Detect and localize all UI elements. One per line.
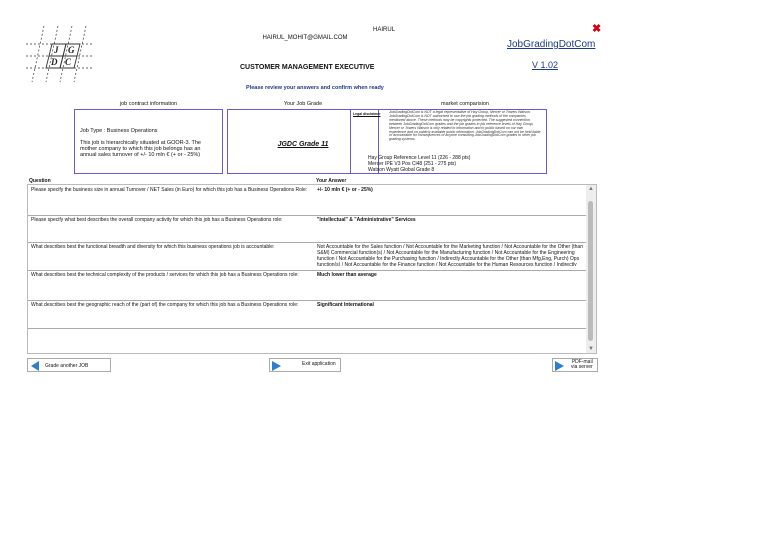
contract-info-header: job contract information xyxy=(119,101,178,107)
disclaimer-text: JobGradingDotCom is NOT a legal representative of Hay Group, Mercer or Towers Watson. JobGradingDotCom is NOT authorised to use the job grading methods of the companies mentioned above. These methods may be copyrights protected. The suggested connection between JobGradingDotCom grades and the job grades in job reference levels of Hay Group, Mercer or Towers Watson is only related to information and to public based on our own experience and on publicly available public information. JobGradingDotCom can not be held liable or accountable for consequences of anyone consulting JobGradingDotCom grades to other job grading systems. xyxy=(389,110,541,142)
site-link[interactable]: JobGradingDotCom xyxy=(507,39,596,50)
review-message: Please review your answers and confirm when ready xyxy=(246,85,384,91)
answer-text: +/- 10 mln € (+ or - 25%) xyxy=(317,187,373,193)
reference-mercer: Mercer IPE V3 Pos Cl48 (251 - 275 pts) xyxy=(368,161,457,167)
question-text: Please specify the business size in annual Turnover / NET Sales (in Euro) for which this job has a Business Operations Role: xyxy=(31,187,308,193)
pdf-mail-label: PDF-mail xyxy=(571,359,593,365)
svg-text:C: C xyxy=(65,57,72,67)
question-text: What describes best the geographic reach of the (part of) the company for which this job has a Business Operations role: xyxy=(31,302,299,308)
scroll-thumb[interactable] xyxy=(588,201,593,341)
qa-row xyxy=(28,300,587,329)
exit-application-label: Exit application xyxy=(302,361,336,367)
qa-row xyxy=(28,242,587,271)
market-comparison-header: market comparision xyxy=(441,101,489,107)
vertical-scrollbar[interactable] xyxy=(586,185,596,353)
grade-another-job-label: Grade another JOB xyxy=(45,363,89,369)
answer-column-header: Your Answer xyxy=(316,178,347,184)
arrow-right-icon xyxy=(555,361,564,371)
answer-text: "Intellectual" & "Administrative" Services xyxy=(317,217,416,223)
svg-text:J: J xyxy=(54,45,59,55)
question-text: What describes best the functional breadth and diversity for which this business operations job is accountable: xyxy=(31,244,275,250)
answer-text: Not Accountable for the Sales function / Not Accountable for the Marketing function / Not Accountable for the Other (than S&M) Commercial function(s) / Not Accountable for the Manufacturing function / Not Accountable for the Engineering function / Not Accountable for the Purchasing function / Indirectly Accountable for the Other (than Mfg,Eng, Purch) Ops function(s) / Not Accountable for the Finance function / Not Accountable for the Human Resources function / Indirectly xyxy=(317,244,583,266)
job-type: Job Type : Business Operations xyxy=(80,128,158,134)
version-link[interactable]: V 1.02 xyxy=(532,60,559,70)
jgdc-logo xyxy=(24,24,94,84)
user-email: HAIRUL_MOHIT@GMAIL.COM xyxy=(262,35,348,41)
question-text: Please specify what best describes the overall company activity for which this job has a Business Operations role: xyxy=(31,217,283,223)
disclaimer-label: Legal disclaimer xyxy=(353,112,381,116)
answer-text: Significant International xyxy=(317,302,374,308)
arrow-right-icon xyxy=(272,361,281,371)
scroll-down-icon[interactable]: ▼ xyxy=(588,346,594,352)
qa-row xyxy=(28,215,587,243)
scroll-up-icon[interactable]: ▲ xyxy=(588,186,594,192)
close-icon[interactable]: ✖ xyxy=(592,23,602,35)
job-grade-value: JGDC Grade 11 xyxy=(277,141,329,148)
qa-row xyxy=(28,185,587,216)
grade-another-job-button[interactable] xyxy=(27,358,111,372)
reference-watson: Watson Wyatt Global Grade 8 xyxy=(368,167,435,173)
svg-text:D: D xyxy=(51,57,58,67)
question-column-header: Question xyxy=(29,178,51,184)
job-description: This job is hierarchically situated at GOOR-3. The mother company to which this job belongs has an annual sales turnover of +/- 10 mln € (+ or - 25%) xyxy=(80,140,201,158)
answer-text: Much lower than average xyxy=(317,272,377,278)
svg-text:G: G xyxy=(68,45,75,55)
arrow-left-icon xyxy=(31,361,39,371)
qa-row xyxy=(28,270,587,301)
question-text: What describes best the technical complexity of the products / services for which this job has a Business Operations role: xyxy=(31,272,299,278)
page-title: CUSTOMER MANAGEMENT EXECUTIVE xyxy=(240,64,375,71)
qa-list[interactable] xyxy=(27,184,597,354)
exit-application-button[interactable] xyxy=(269,358,341,372)
pdf-mail-sublabel: via server xyxy=(571,364,593,370)
job-grade-header: Your Job Grade xyxy=(283,101,323,107)
pdf-mail-button[interactable] xyxy=(552,358,598,372)
user-name: HAIRUL xyxy=(372,27,395,33)
reference-hay: Hay Group Reference Level 11 (226 - 288 pts) xyxy=(368,155,471,161)
